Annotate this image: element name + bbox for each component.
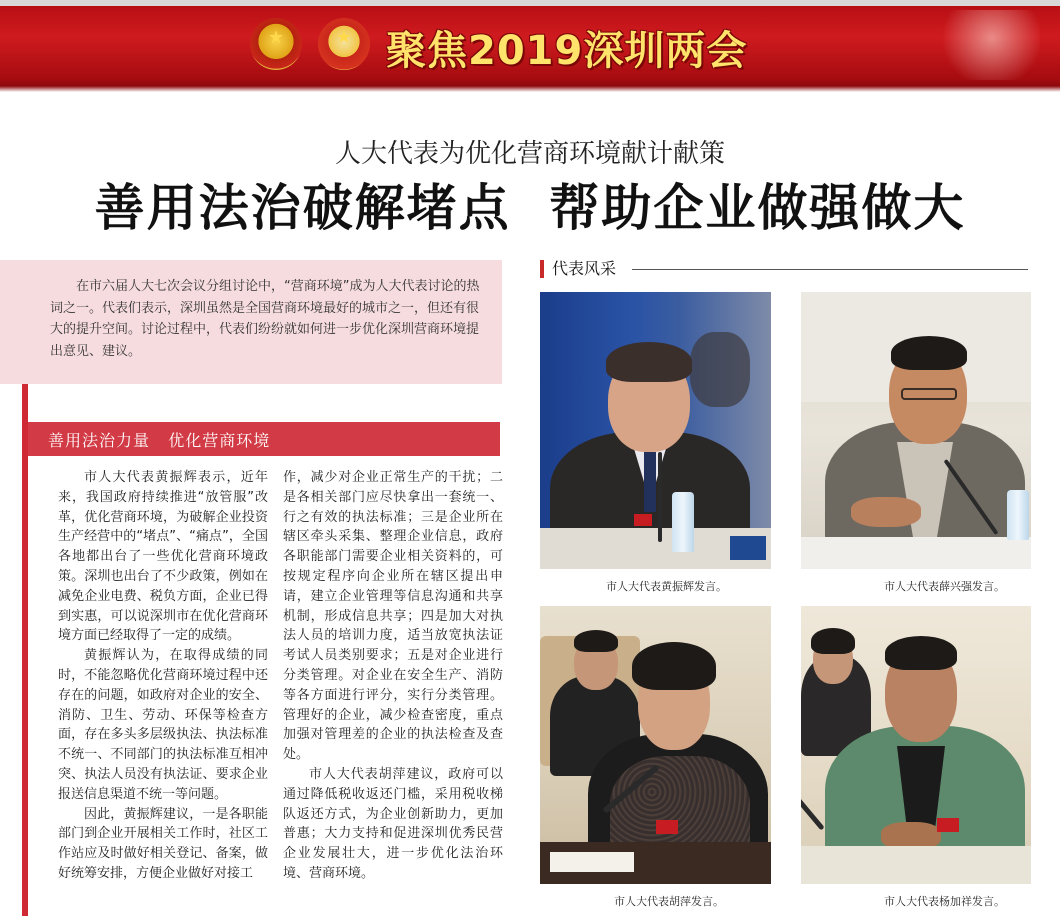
photo-caption: 市人大代表黄振辉发言。 [606, 580, 727, 593]
accent-bar [22, 384, 28, 916]
photo-caption: 市人大代表杨加祥发言。 [884, 895, 1005, 908]
photo-caption: 市人大代表薛兴强发言。 [884, 580, 1005, 593]
photo-delegate-3 [540, 606, 771, 884]
section-heading [28, 422, 500, 456]
banner-sparkle [920, 10, 1040, 80]
lead-paragraph: 在市六届人大七次会议分组讨论中，“营商环境”成为人大代表讨论的热词之一。代表们表示，深圳虽然是全国营商环境最好的城市之一，但还有很大的提升空间。讨论过程中，代表们纷纷就如何进一步优化深圳营商环境提出意见、建议。 [50, 279, 480, 359]
photo-delegate-2 [801, 292, 1031, 569]
section-title: 善用法治力量 优化营商环境 [48, 431, 271, 450]
paragraph: 作，减少对企业正常生产的干扰；二是各相关部门应尽快拿出一套统一、行之有效的执法标准；三是企业所在辖区牵头采集、整理企业信息，政府各职能部门需要企业相关资料的，可按规定程序向企业所在辖区提出申请，建立企业管理等信息沟通和共享机制，形成信息共享；四是加大对执法人员的培训力度，适当放宽执法证考试人员类别要求；五是对企业进行分类管理。对企业在安全生产、消防等各方面进行评分，实行分类管理。管理好的企业，减少检查密度，重点加强对管理差的企业的执法检查及查处。 [283, 470, 503, 763]
photo-delegate-1 [540, 292, 771, 569]
photo-delegate-4 [801, 606, 1031, 884]
article-column-2 [283, 468, 503, 884]
photos-label: 代表风采 [540, 260, 616, 278]
paragraph: 因此，黄振辉建议，一是各职能部门到企业开展相关工作时，社区工作站应及时做好相关登记、备案，做好统筹安排，方便企业做好对接工 [58, 806, 268, 881]
subheadline: 人大代表为优化营商环境献计献策 [334, 139, 725, 169]
lead-box [0, 260, 502, 384]
national-emblem-icon: ★ [250, 18, 302, 70]
paragraph: 市人大代表胡萍建议，政府可以通过降低税收返还门槛，采用税收梯队返还方式，为企业创新助力，更加普惠；大力支持和促进深圳优秀民营企业发展壮大，进一步优化法治环境、营商环境。 [283, 766, 503, 881]
photo-caption: 市人大代表胡萍发言。 [614, 895, 724, 908]
banner [0, 0, 1060, 92]
banner-title: 聚焦2019深圳两会 [386, 28, 748, 74]
paragraph: 市人大代表黄振辉表示，近年来，我国政府持续推进“放管服”改革，优化营商环境，为破解企业投资生产经营中的“堵点”、“痛点”，全国各地都出台了一些优化营商环境政策。深圳也出台了不少政策，例如在减免企业电费、税负方面，企业已得到实惠，可以说深圳市在优化营商环境方面已经取得了一定的成绩。 [58, 470, 268, 644]
divider [632, 269, 1028, 270]
article-column-1 [58, 468, 268, 884]
paragraph: 黄振辉认为，在取得成绩的同时，不能忽略优化营商环境过程中还存在的问题，如政府对企业的安全、消防、卫生、劳动、环保等检查方面，存在多头多层级执法、执法标准不统一、不同部门的执法标准互相冲突、执法人员没有执法证、要求企业报送信息渠道不统一等问题。 [58, 648, 268, 802]
cppcc-emblem-icon: ★ [318, 18, 370, 70]
headline: 善用法治破解堵点 帮助企业做强做大 [94, 178, 966, 237]
